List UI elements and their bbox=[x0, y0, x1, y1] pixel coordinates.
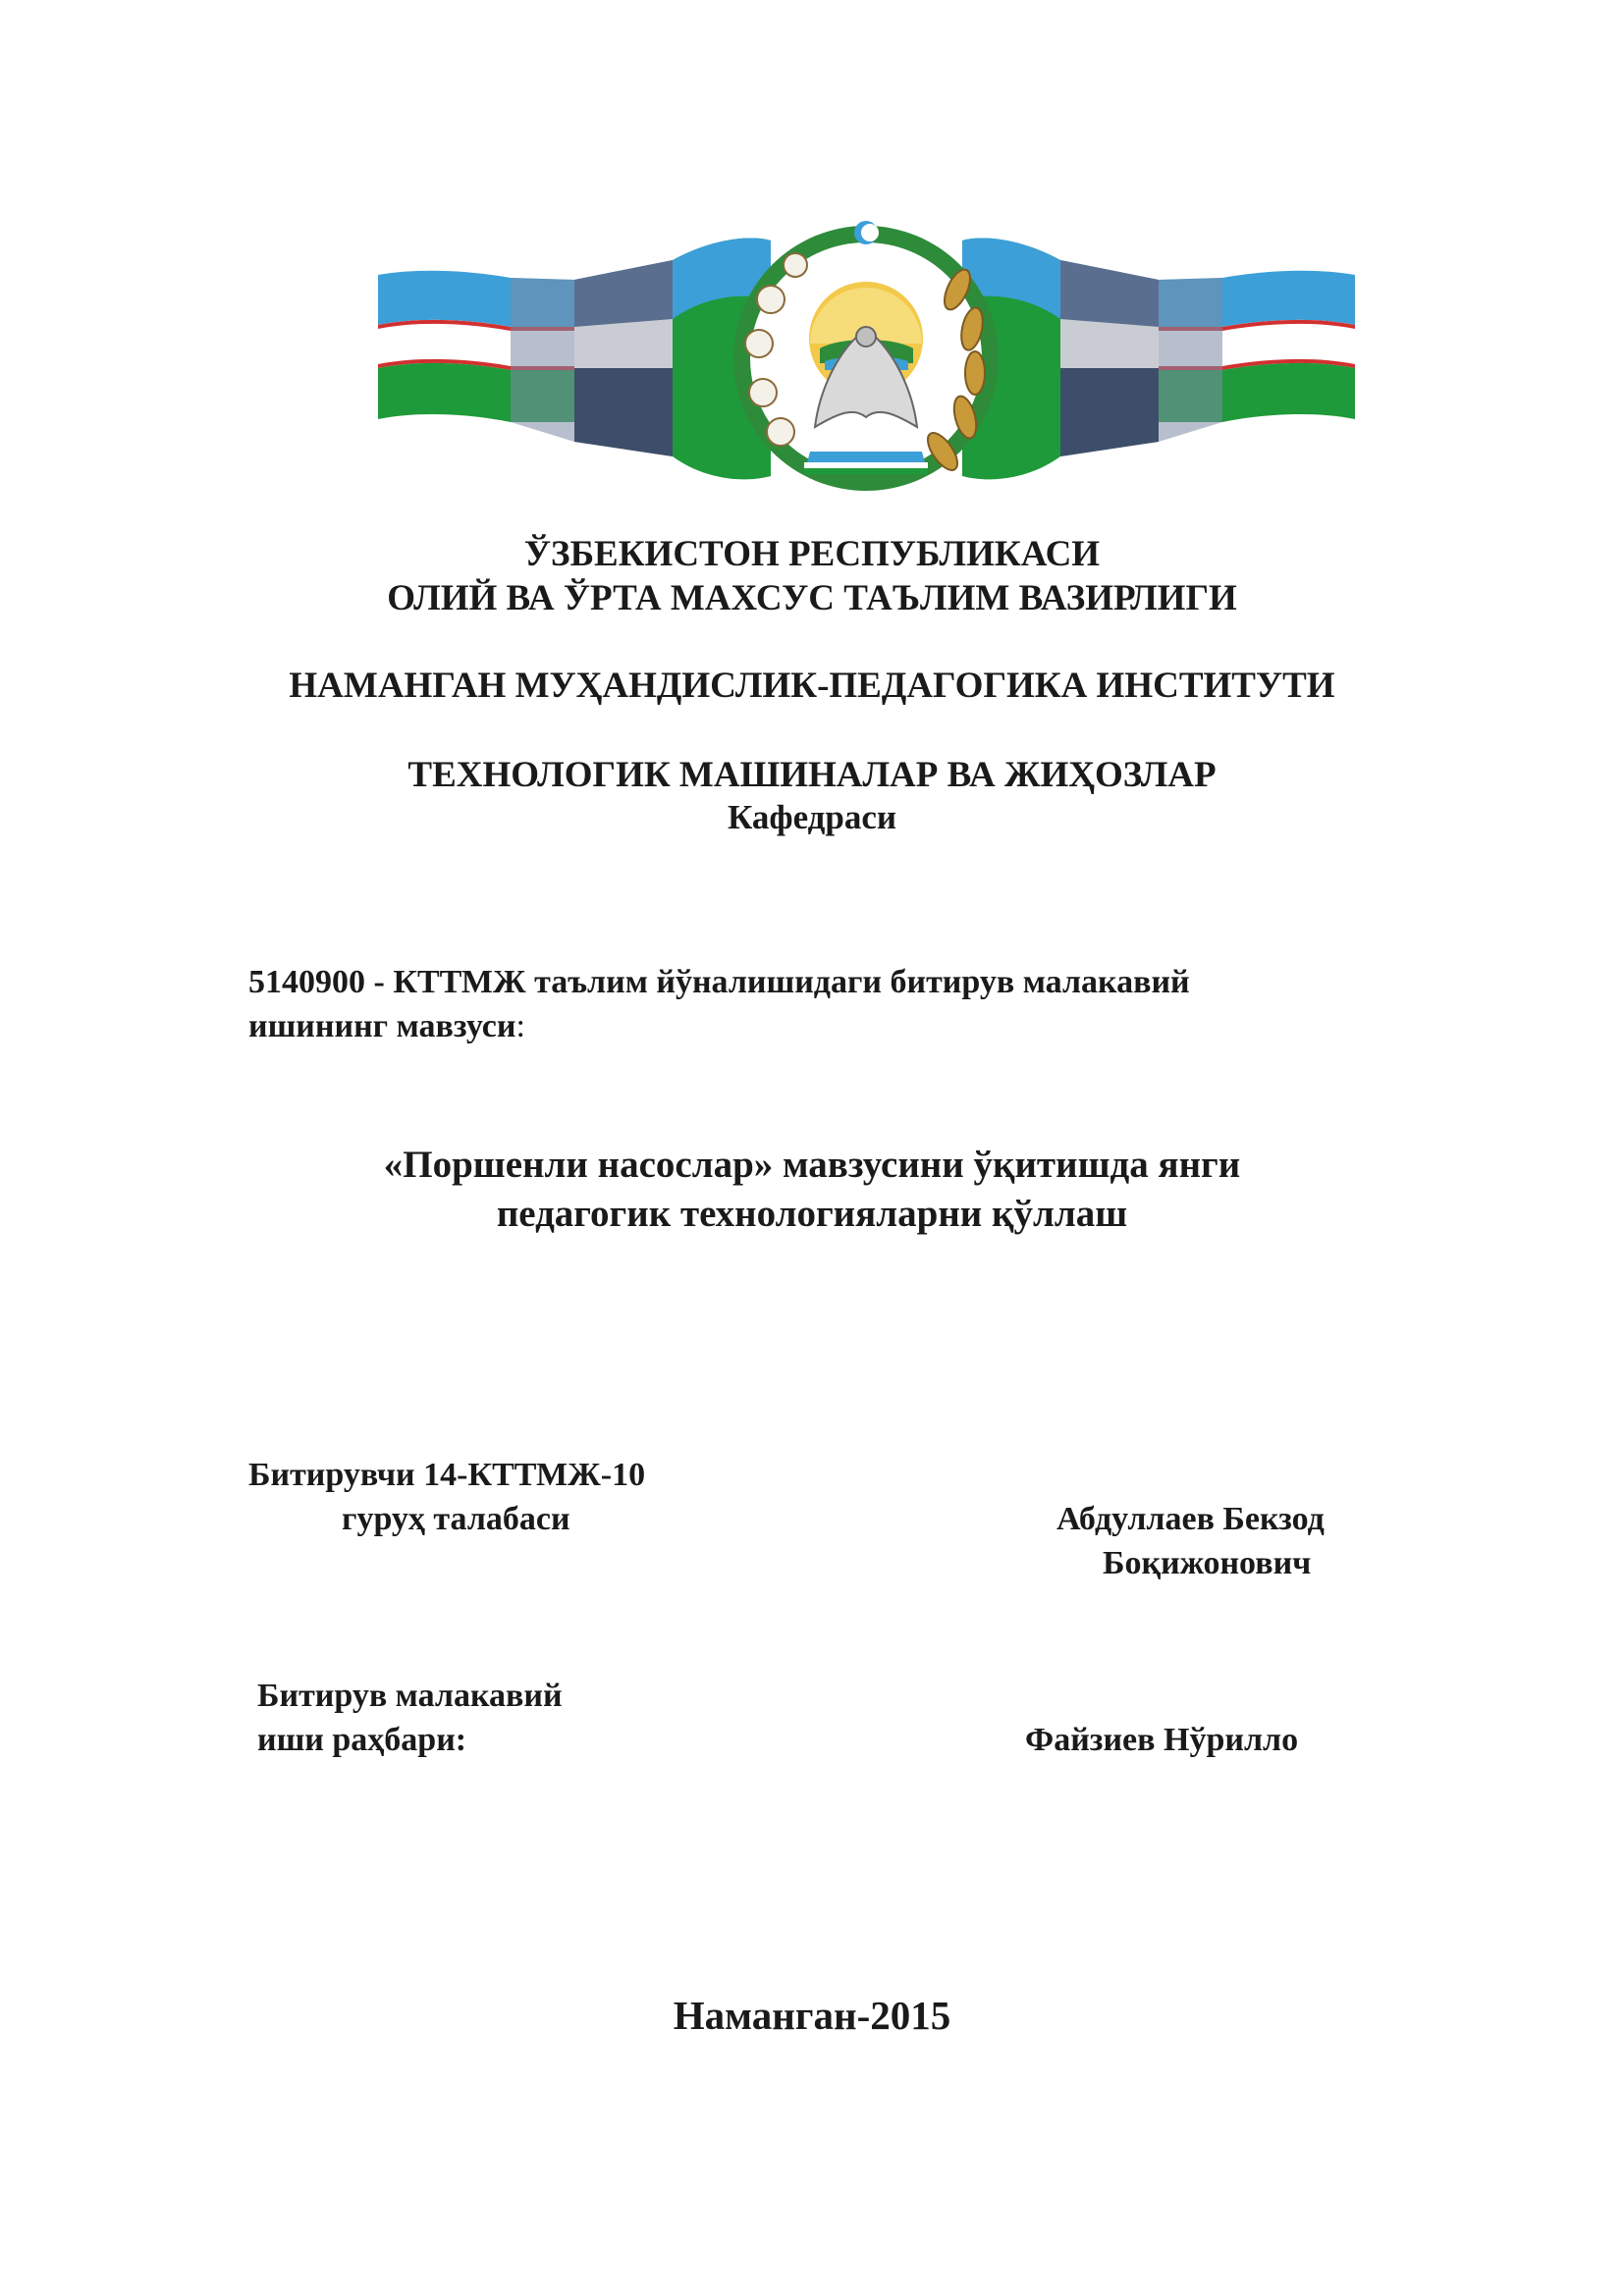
work-description-line1: 5140900 - КТТМЖ таълим йўналишидаги битирув малакавий bbox=[248, 964, 1190, 1000]
ministry-title: ОЛИЙ ВА ЎРТА МАХСУС ТАЪЛИМ ВАЗИРЛИГИ bbox=[387, 578, 1237, 618]
department-suffix: Кафедраси bbox=[727, 798, 897, 836]
city-year: Наманган-2015 bbox=[673, 1993, 951, 2038]
department-title: ТЕХНОЛОГИК МАШИНАЛАР ВА ЖИҲОЗЛАР bbox=[407, 755, 1217, 795]
supervisor-label-line2: иши раҳбари: bbox=[257, 1722, 467, 1758]
flag-ribbon-right bbox=[1060, 260, 1355, 456]
student-name-line1: Абдуллаев Бекзод bbox=[1056, 1501, 1325, 1537]
supervisor-label-line1: Битирув малакавий bbox=[257, 1678, 563, 1714]
flag-ribbon-left bbox=[378, 260, 673, 456]
state-emblem-banner bbox=[378, 221, 1355, 496]
topic-line1: «Поршенли насослар» мавзусини ўқитишда янги bbox=[383, 1144, 1241, 1186]
work-description-line2 bbox=[248, 1008, 525, 1045]
student-label-line2: гуруҳ талабаси bbox=[342, 1501, 570, 1537]
work-description-colon: : bbox=[515, 1008, 525, 1044]
topic-line2: педагогик технологияларни қўллаш bbox=[496, 1193, 1128, 1235]
student-name-line2: Боқижонович bbox=[1103, 1545, 1312, 1581]
supervisor-name: Файзиев Нўрилло bbox=[1025, 1722, 1299, 1758]
coat-of-arms bbox=[673, 221, 1060, 491]
work-description-text: ишининг мавзуси bbox=[248, 1008, 516, 1044]
institute-title: НАМАНГАН МУҲАНДИСЛИК-ПЕДАГОГИКА ИНСТИТУТИ bbox=[289, 666, 1335, 706]
student-label-line1: Битирувчи 14-КТТМЖ-10 bbox=[248, 1457, 646, 1493]
republic-title: ЎЗБЕКИСТОН РЕСПУБЛИКАСИ bbox=[523, 534, 1101, 574]
